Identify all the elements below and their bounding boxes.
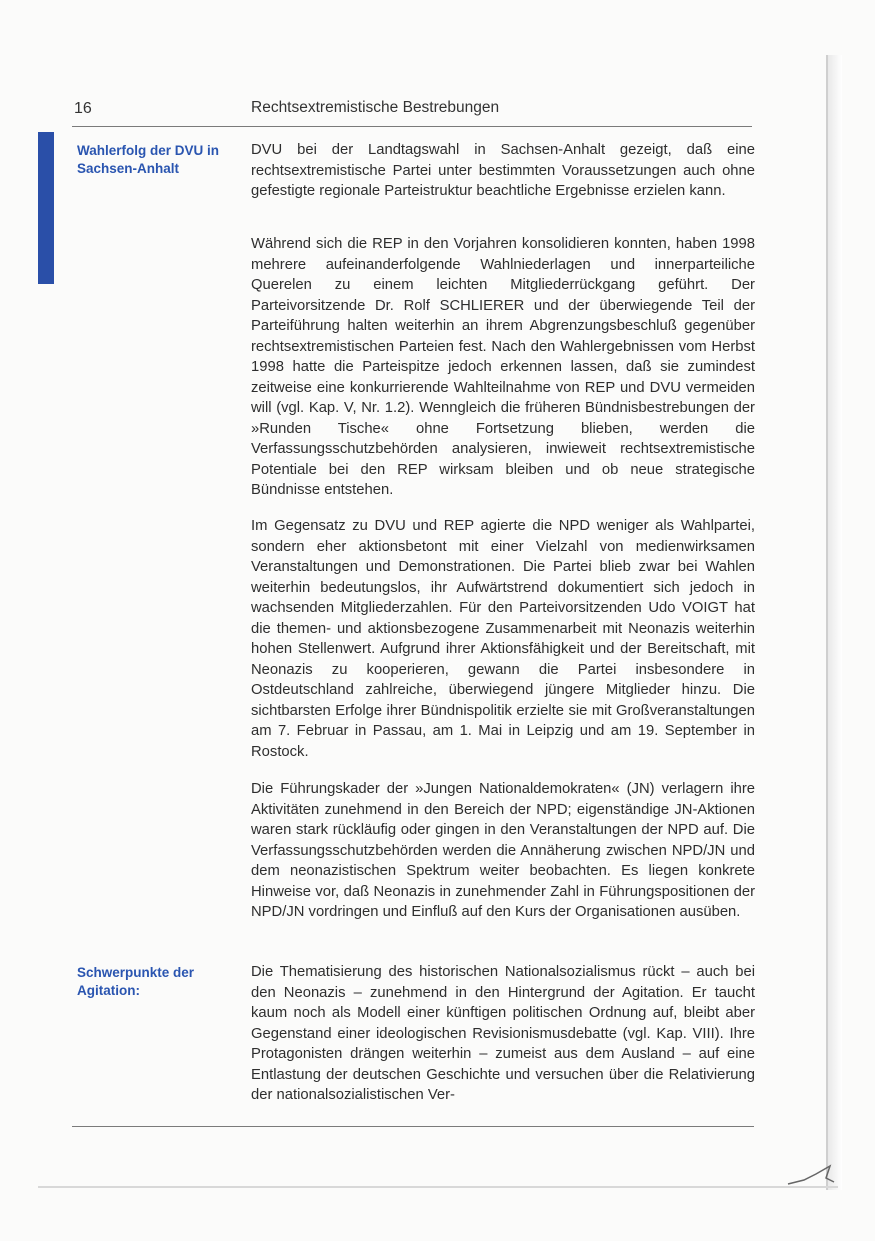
running-head: Rechtsextremistische Bestrebungen bbox=[251, 99, 500, 116]
page-number: 16 bbox=[74, 100, 92, 117]
paragraph-rep: Während sich die REP in den Vorjahren konsolidieren konnten, haben 1998 mehrere aufeinanderfolgende Wahlniederlagen und innerparteiliche Querelen zu einem leichten Mitgliederrückgang geführt. Der Parteivorsitzende Dr. Rolf SCHLIERER und der überwiegende Teil der Parteiführung halten weiterhin an ihrem Abgrenzungsbeschluß gegenüber rechtsextremistischen Parteien fest. Nach den Wahlergebnissen vom Herbst 1998 hatte die Parteispitze jedoch erkennen lassen, daß sie zumindest zeitweise eine konkurrierende Wahlteilnahme von REP und DVU vermeiden will (vgl. Kap. V, Nr. 1.2). Wenngleich die früheren Bündnisbestrebungen der »Runden Tische« ohne Fortsetzung blieben, werden die Verfassungsschutzbehörden analysieren, inwieweit rechtsextremistische Potentiale bei den REP wirksam bleiben und ob neue strategische Bündnisse entstehen. bbox=[251, 236, 755, 498]
margin-heading-agitation: Schwerpunkte der Agitation: bbox=[77, 965, 195, 998]
paragraph-jn: Die Führungskader der »Jungen Nationaldemokraten« (JN) verlagern ihre Aktivitäten zunehmend in den Bereich der NPD; eigenständige JN-Aktionen waren stark rückläufig oder gingen in den Veranstaltungen der NPD auf. Die Verfassungsschutzbehörden werden die Annäherung zwischen NPD/JN und dem neonazistischen Spektrum weiter beobachten. Es liegen konkrete Hinweise vor, daß Neonazis in zunehmender Zahl in Führungspositionen der NPD/JN vordringen und Einfluß auf den Kurs der Organisationen ausüben. bbox=[251, 781, 755, 920]
footer-rule bbox=[72, 1126, 754, 1127]
paragraph-dvu-result: DVU bei der Landtagswahl in Sachsen-Anhalt gezeigt, daß eine rechtsextremistische Partei unter bestimmten Voraussetzungen auch ohne gefestigte regionale Parteistruktur beachtliche Ergebnisse erzielen kann. bbox=[251, 142, 755, 199]
paragraph-agitation: Die Thematisierung des historischen Nationalsozialismus rückt – auch bei den Neonazis – zunehmend in den Hintergrund der Agitation. Er taucht kaum noch als Modell einer künftigen politischen Ordnung auf, bleibt aber Gegenstand einer ideologischen Revisionismusdebatte (vgl. Kap. VIII). Ihre Protagonisten drängen weiterhin – zumeist aus dem Ausland – auf eine Entlastung der deutschen Geschichte und versuchen über die Relativierung der nationalsozialistischen Ver- bbox=[251, 964, 755, 1103]
page-corner-mark-icon bbox=[786, 1160, 836, 1190]
header-rule bbox=[72, 126, 752, 127]
paragraph-npd: Im Gegensatz zu DVU und REP agierte die NPD weniger als Wahlpartei, sondern eher aktionsbetont mit einer Vielzahl von medienwirksamen Veranstaltungen und Demonstrationen. Die Partei blieb zwar bei Wahlen weiterhin bedeutungslos, ihr Aufwärtstrend dokumentiert sich jedoch in wachsenden Mitgliederzahlen. Für den Parteivorsitzenden Udo VOIGT hat die themen- und aktionsbezogene Zusammenarbeit mit Neonazis weiterhin hohen Stellenwert. Aufgrund ihrer Aktionsfähigkeit und der Bereitschaft, mit Neonazis zu kooperieren, gewann die Partei insbesondere in Ostdeutschland zahlreiche, überwiegend jüngere Mitglieder hinzu. Die sichtbarsten Erfolge ihrer Bündnispolitik erzielte sie mit Großveranstaltungen am 7. Februar in Passau, am 1. Mai in Leipzig und am 19. September in Rostock. bbox=[251, 518, 755, 760]
section-marker-bar bbox=[38, 132, 54, 284]
page-edge-shadow bbox=[826, 55, 842, 1190]
margin-heading-dvu: Wahlerfolg der DVU in Sachsen-Anhalt bbox=[77, 143, 220, 176]
page-bottom-edge bbox=[38, 1186, 838, 1188]
